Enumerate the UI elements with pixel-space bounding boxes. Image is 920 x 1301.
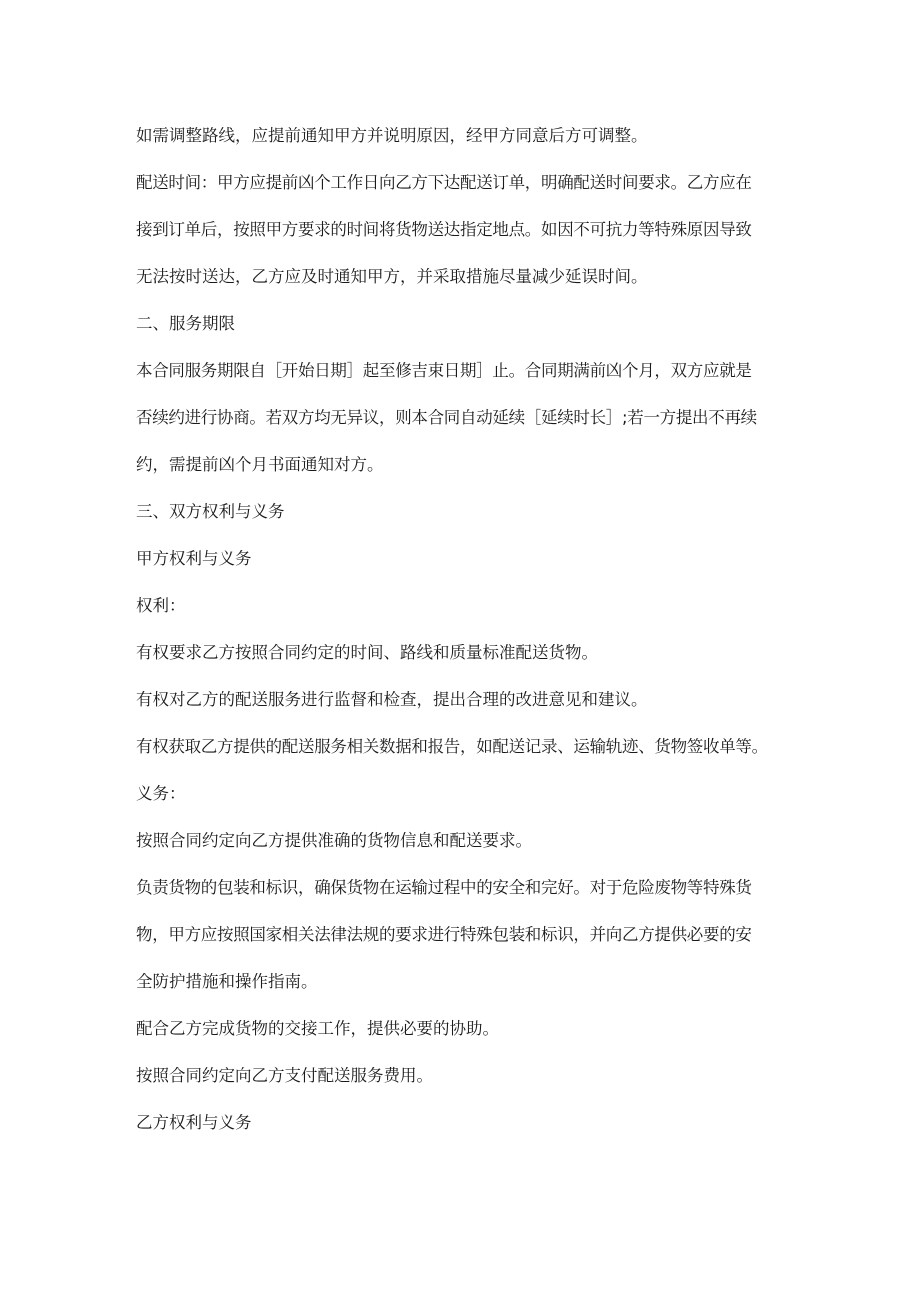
text-line: 物，甲方应按照国家相关法律法规的要求进行特殊包装和标识，并向乙方提供必要的安 — [136, 925, 752, 944]
subsection-label: 权利： — [136, 596, 186, 615]
text-line: 按照合同约定向乙方提供准确的货物信息和配送要求。 — [136, 831, 532, 850]
section-heading: 二、服务期限 — [136, 314, 235, 333]
document-page — [136, 112, 796, 1146]
text-line: 按照合同约定向乙方支付配送服务费用。 — [136, 1066, 433, 1085]
text-line: 否续约进行协商。若双方均无异议，则本合同自动延续［延续时长］;若一方提出不再续 — [136, 408, 757, 427]
text-line: 接到订单后，按照甲方要求的时间将货物送达指定地点。如因不可抗力等特殊原因导致 — [136, 220, 752, 239]
text-line: 全防护措施和操作指南。 — [136, 972, 318, 991]
text-line: 负责货物的包装和标识，确保货物在运输过程中的安全和完好。对于危险废物等特殊货 — [136, 878, 752, 897]
subsection-heading: 甲方权利与义务 — [136, 549, 252, 568]
text-line: 有权对乙方的配送服务进行监督和检查，提出合理的改进意见和建议。 — [136, 690, 648, 709]
text-line: 本合同服务期限自［开始日期］起至修吉束日期］止。合同期满前凶个月，双方应就是 — [136, 361, 752, 380]
text-line: 配合乙方完成货物的交接工作，提供必要的协助。 — [136, 1019, 499, 1038]
text-line: 无法按时送达，乙方应及时通知甲方，并采取措施尽量减少延误时间。 — [136, 267, 648, 286]
subsection-heading: 乙方权利与义务 — [136, 1113, 252, 1132]
text-line: 有权获取乙方提供的配送服务相关数据和报告，如配送记录、运输轨迹、货物签收单等。 — [136, 737, 768, 756]
section-heading: 三、双方权利与义务 — [136, 502, 285, 521]
text-line: 如需调整路线，应提前通知甲方并说明原因，经甲方同意后方可调整。 — [136, 126, 648, 145]
subsection-label: 义务： — [136, 784, 186, 803]
text-line: 有权要求乙方按照合同约定的时间、路线和质量标准配送货物。 — [136, 643, 598, 662]
text-line: 配送时间：甲方应提前凶个工作日向乙方下达配送订单，明确配送时间要求。乙方应在 — [136, 173, 752, 192]
text-line: 约，需提前凶个月书面通知对方。 — [136, 455, 384, 474]
